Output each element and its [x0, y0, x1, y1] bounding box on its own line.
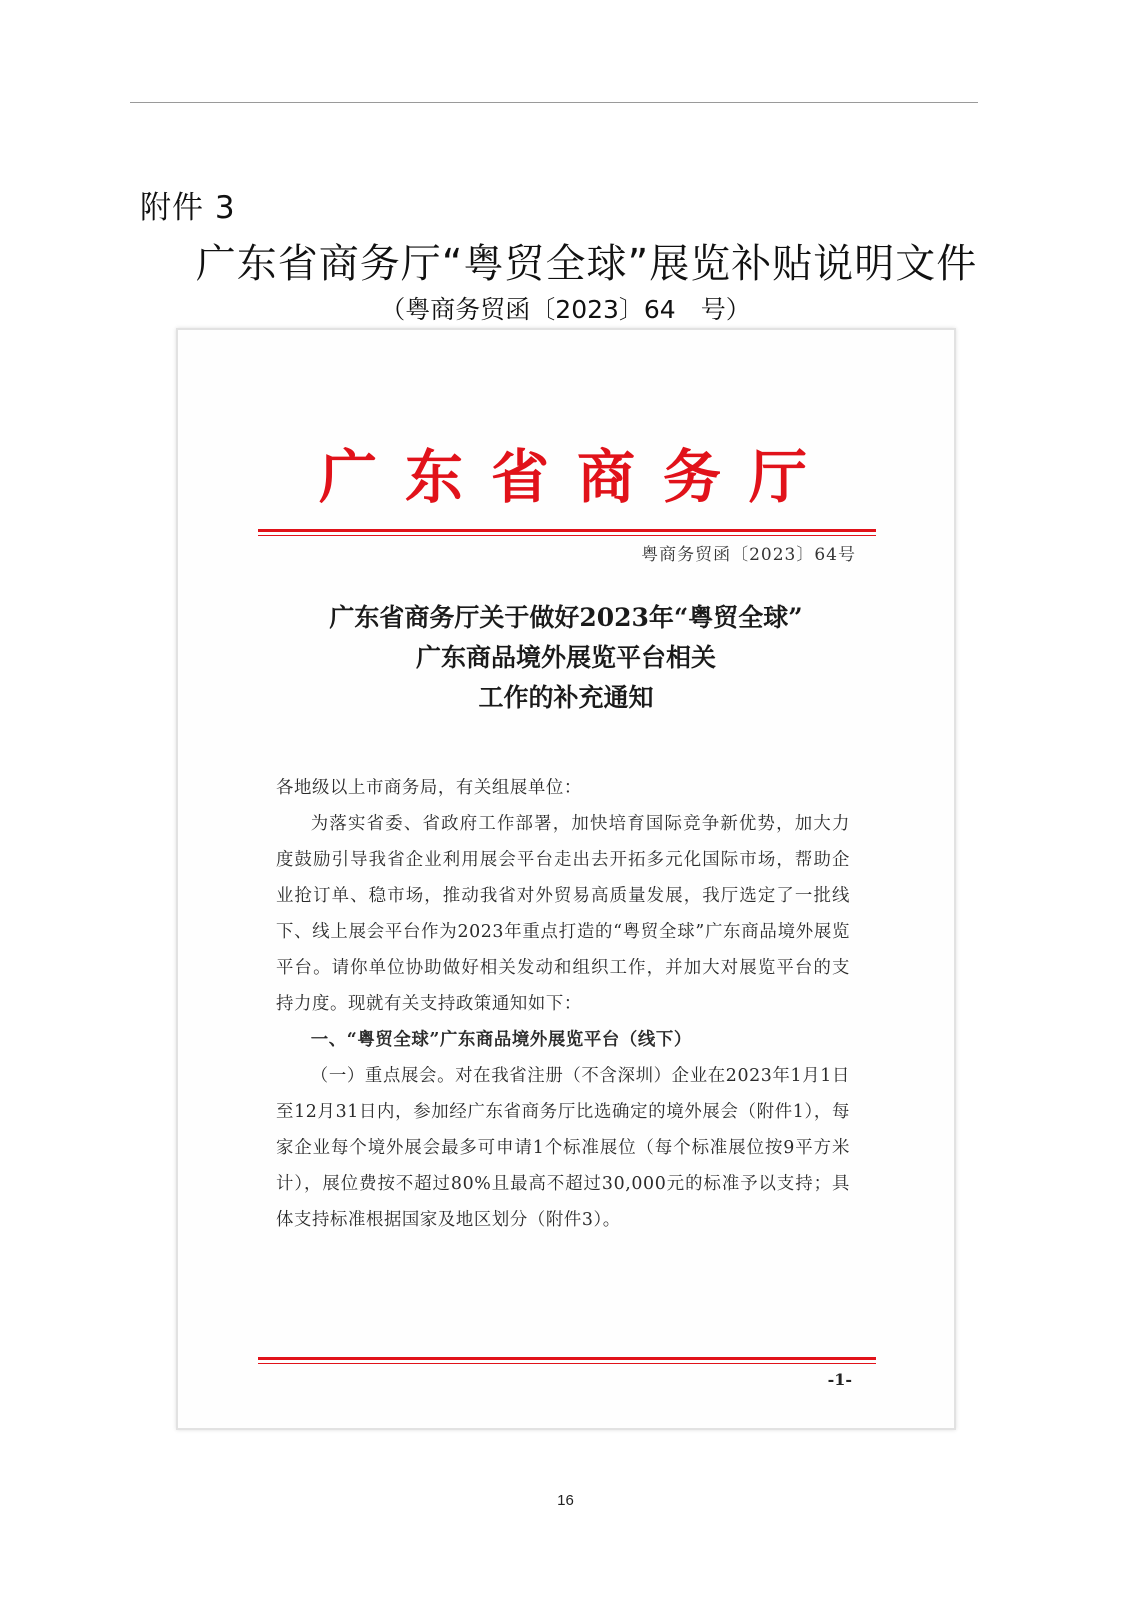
letterhead: 广东省商务厅: [318, 443, 835, 511]
page-title: 广东省商务厅“粤贸全球”展览补贴说明文件: [195, 241, 978, 287]
document-number: （粤商务贸函〔2023〕64 号）: [380, 295, 751, 324]
attachment-label: 附件 3: [140, 190, 236, 226]
scanned-notice-image: [176, 328, 956, 1430]
footer-red-rule: [258, 1357, 876, 1360]
salutation: 各地级以上市商务局，有关组展单位：: [276, 778, 582, 798]
notice-title-line: 广东商品境外展览平台相关: [415, 643, 716, 672]
section-paragraph: （一）重点展会。对在我省注册（不含深圳）企业在2023年1月1日至12月31日内，参加经广东省商务厅比选确定的境外展会（附件1），每家企业每个境外展会最多可申请1个标准展位（每个标准展位按9平方米计），展位费按不超过80%且最高不超过30,000元的标准予以支持；具体支持标准根据国家及地区划分（附件3）。: [276, 1066, 850, 1230]
header-divider: [130, 102, 978, 103]
notice-title-line: 广东省商务厅关于做好2023年“粤贸全球”: [329, 603, 803, 632]
letterhead-red-rule-thin: [258, 535, 876, 536]
section-heading: 一、“粤贸全球”广东商品境外展览平台（线下）: [310, 1030, 692, 1050]
notice-body: [276, 770, 850, 1238]
intro-paragraph: 为落实省委、省政府工作部署，加快培育国际竞争新优势，加大力度鼓励引导我省企业利用展会平台走出去开拓多元化国际市场，帮助企业抢订单、稳市场，推动我省对外贸易高质量发展，我厅选定了一批线下、线上展会平台作为2023年重点打造的“粤贸全球”广东商品境外展览平台。请你单位协助做好相关发动和组织工作，并加大对展览平台的支持力度。现就有关支持政策通知如下：: [276, 814, 850, 1014]
page-number: 16: [557, 1492, 574, 1509]
footer-red-rule-thin: [258, 1363, 876, 1364]
notice-title-line: 工作的补充通知: [478, 683, 654, 712]
notice-title: [178, 598, 954, 718]
reference-number: 粤商务贸函〔2023〕64号: [641, 545, 856, 565]
letterhead-red-rule: [258, 529, 876, 532]
scan-page-mark: -1-: [827, 1370, 852, 1389]
